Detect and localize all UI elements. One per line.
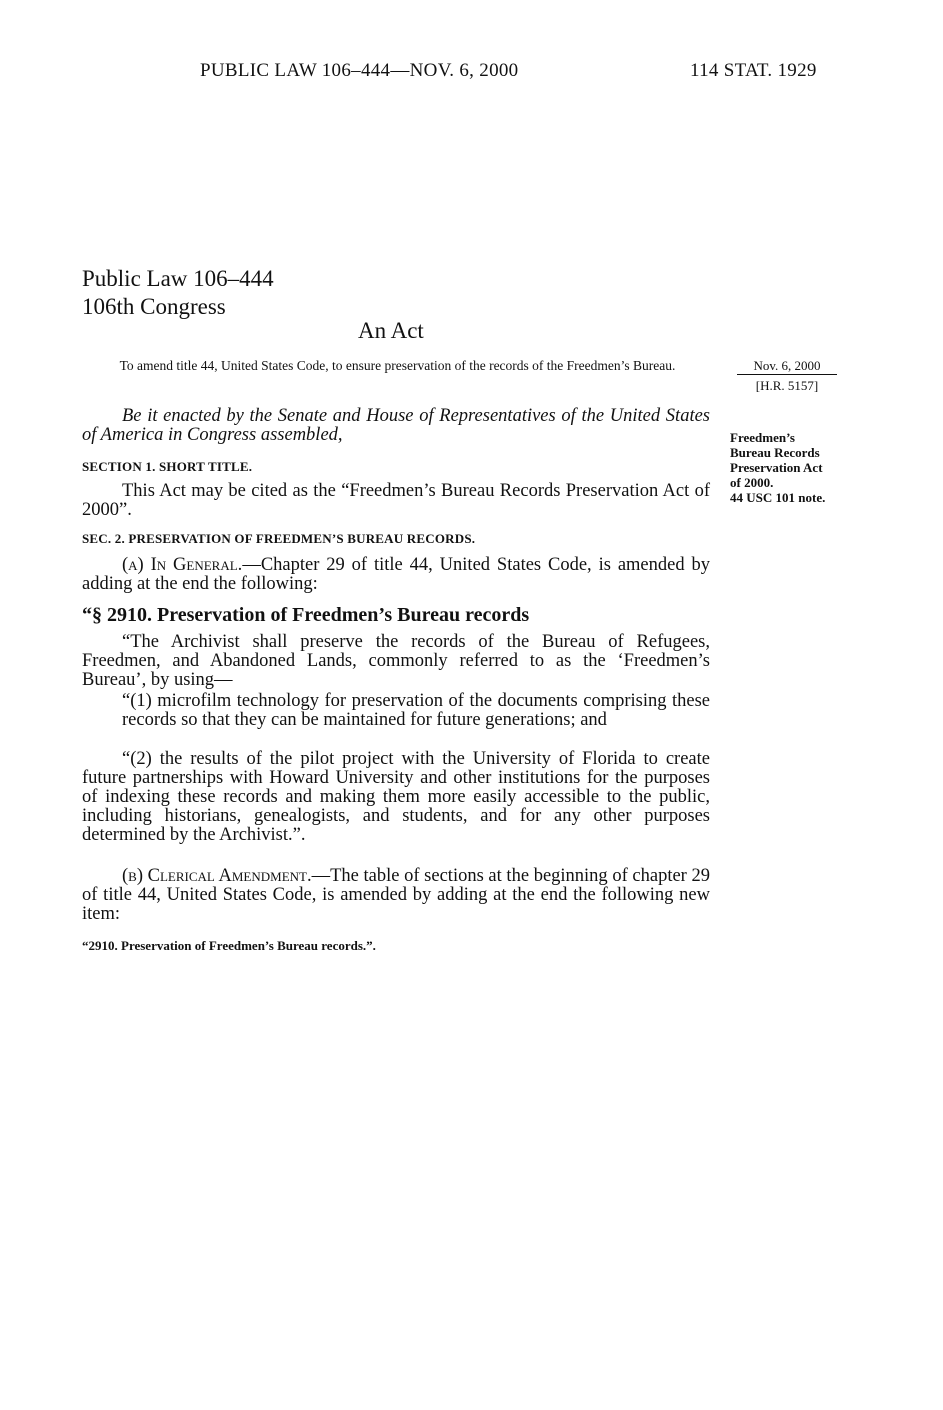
archivist-text: “The Archivist shall preserve the records of the Bureau of Refugees, Freedmen, and Abandoned Lands, commonly referred to as the ‘Freedmen’s Bureau’, by using— (82, 632, 710, 690)
enacting-clause: Be it enacted by the Senate and House of Representatives of the United States of America in Congress assembled, (82, 406, 710, 445)
new-table-item: “2910. Preservation of Freedmen’s Bureau records.”. (82, 938, 376, 953)
subsection-b (82, 867, 710, 924)
paragraph-2: “(2) the results of the pilot project with the University of Florida to create future partnerships with Howard University and other institutions for the purposes of indexing these records and making them more easily accessible to the public, including historians, genealogists, and students, and for any other purposes determined by the Archivist.”. (82, 749, 710, 845)
enactment-date: Nov. 6, 2000 (737, 358, 837, 375)
act-heading: An Act (358, 318, 424, 343)
section-2910-heading: “§ 2910. Preservation of Freedmen’s Bureau records (82, 604, 530, 626)
section-2-heading: SEC. 2. PRESERVATION OF FREEDMEN’S BUREAU RECORDS. (82, 531, 476, 546)
running-head-left: PUBLIC LAW 106–444—NOV. 6, 2000 (200, 60, 519, 81)
long-title: To amend title 44, United States Code, to ensure preservation of the records of the Freedmen’s Bureau. (119, 358, 676, 373)
public-law-number: Public Law 106–444 (82, 266, 274, 291)
section-1-text: This Act may be cited as the “Freedmen’s Bureau Records Preservation Act of 2000”. (82, 481, 710, 520)
running-head-right: 114 STAT. 1929 (690, 60, 817, 81)
margin-note (730, 430, 860, 505)
subsection-a (82, 556, 710, 594)
margin-note-line: Freedmen’s (730, 430, 795, 445)
margin-note-line: 44 USC 101 note. (730, 490, 826, 505)
margin-note-line: Preservation Act (730, 460, 823, 475)
subsection-b-label: (b) Clerical Amendment. (122, 866, 312, 886)
congress: 106th Congress (82, 294, 226, 319)
subsection-b-text: —The table of sections at the beginning of chapter 29 of title 44, United States Code, is amended by adding at the end the following new item: (82, 866, 710, 924)
margin-note-line: Bureau Records (730, 445, 820, 460)
subsection-a-label: (a) In General. (122, 555, 243, 575)
bill-number: [H.R. 5157] (755, 378, 819, 393)
subsection-a-text: —Chapter 29 of title 44, United States Code, is amended by adding at the end the following: (82, 555, 710, 594)
paragraph-1: “(1) microfilm technology for preservation of the documents comprising these records so that they can be maintained for future generations; and (122, 691, 710, 730)
margin-note-line: of 2000. (730, 475, 774, 490)
section-1-heading: SECTION 1. SHORT TITLE. (82, 459, 253, 474)
